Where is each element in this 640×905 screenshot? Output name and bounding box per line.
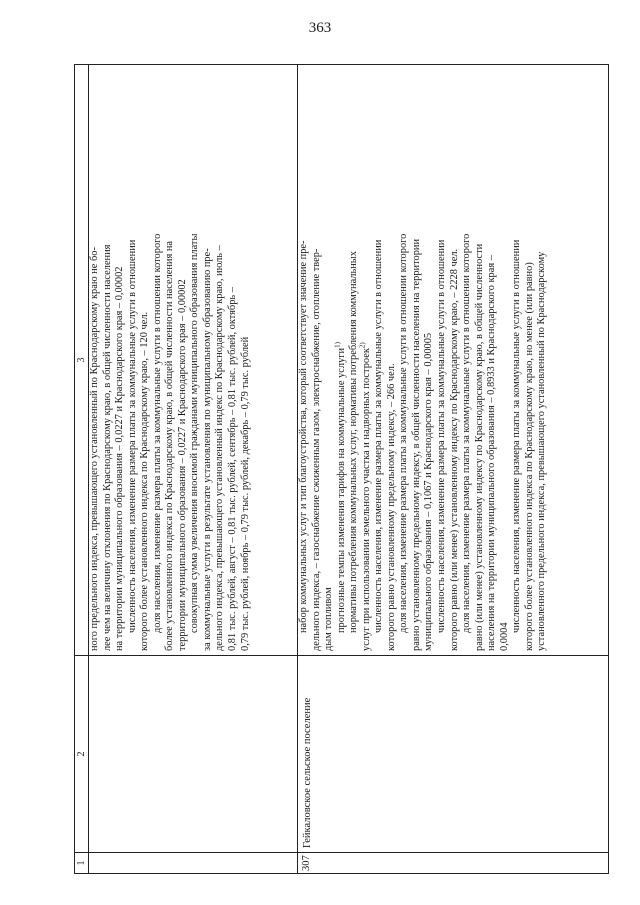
text-line: которого равно установленному предельному индексу, – 266 чел. (385, 363, 397, 651)
text-line: 0,0004 (498, 622, 510, 651)
header-col-2: 2 (75, 656, 89, 853)
text-line: доля населения, изменение размера платы за коммунальные услуги в отношении которого (461, 233, 473, 633)
text-line: населения на территории муниципального образования – 0,8933 и Краснодарского края – (486, 255, 498, 651)
footnote-mark: 2) (358, 342, 367, 349)
table-row (298, 65, 609, 874)
text-line: численность населения, изменение размера платы за коммунальные услуги в отношении (373, 239, 385, 633)
text-line: установленного предельного индекса, превышающего установленный по Краснодарскому (536, 251, 548, 651)
text-line: которого более установленного индекса по Краснодарскому краю, – 120 чел. (139, 311, 151, 651)
text-line: равно (или менее) установленному индексу по Краснодарскому краю, в общей численности (473, 243, 485, 651)
text-line: доля населения, изменение размера платы за коммунальные услуги в отношении которого (151, 233, 163, 633)
text-line (358, 69, 374, 651)
header-col-1: 1 (75, 853, 89, 874)
text-line: на территории муниципального образования – 0,0227 и Краснодарского края – 0,00002 (114, 266, 126, 651)
text-line: территории муниципального образования – 0,0227 и Краснодарского края – 0,00002 (176, 279, 188, 651)
settlement-name (89, 656, 298, 853)
footnote-mark: 1) (333, 342, 342, 348)
text-line: муниципального образования – 0,1067 и Краснодарского края – 0,00005 (423, 332, 435, 651)
text-line: дельного индекса, – газоснабжение сжиженным газом, электроснабжение, отопление твер- (310, 248, 322, 651)
text-line: за коммунальные услуги в результате установления по муниципальному образованию пре- (201, 248, 213, 651)
rotated-table-container (74, 68, 598, 874)
settlement-name: Гейкаловское сельское поселение (298, 656, 609, 853)
text-line: нормативы потребления коммунальных услуг, нормативы потребления коммунальных (348, 251, 360, 633)
text-line: ного предельного индекса, превышающего установленный по Краснодарскому краю не бо- (89, 247, 100, 651)
text-line-body: прогнозные темпы изменения тарифов на коммунальные услуги (335, 347, 347, 633)
text-line: численность населения, изменение размера платы за коммунальные услуги в отношении (511, 239, 523, 633)
row-content (298, 65, 609, 656)
text-line: численность населения, изменение размера платы за коммунальные услуги в отношении (126, 239, 138, 633)
page-number: 363 (308, 20, 332, 36)
text-line: численность населения, изменение размера платы за коммунальные услуги в отношении (436, 239, 448, 633)
text-line: равно установленному предельному индексу, в общей численности населения на территории (410, 238, 422, 651)
text-line: лее чем на величину отклонения по Краснодарскому краю, в общей численности населения (101, 244, 113, 651)
text-line: которого более установленного индекса по Краснодарскому краю, но менее (или равно) (523, 262, 535, 651)
text-line: которого равно (или менее) установленному индексу по Краснодарскому краю, – 2228 чел. (448, 248, 460, 651)
row-number: 307 (298, 853, 609, 874)
row-number (89, 853, 298, 874)
text-line: 0,79 тыс. рублей, ноябрь – 0,79 тыс. рублей, декабрь – 0,79 тыс. рублей (239, 336, 251, 651)
text-line: дым топливом (323, 587, 335, 651)
text-line: доля населения, изменение размера платы за коммунальные услуги в отношении которого (398, 233, 410, 633)
text-line: 0,81 тыс. рублей, август – 0,81 тыс. рублей, сентябрь – 0,81 тыс. рублей, октябрь – (227, 287, 239, 651)
row-content (89, 65, 298, 656)
header-col-3: 3 (75, 65, 89, 656)
tariff-index-table (74, 64, 609, 874)
text-line: набор коммунальных услуг и тип благоустройства, который соответствует значение пре- (298, 240, 309, 633)
table-row (89, 65, 298, 874)
text-line: дельного индекса, превышающего установленный индекс по Краснодарскому краю, июль – (214, 245, 226, 651)
text-line-body: услуг при использовании земельного участка и надворных построек (360, 348, 372, 651)
table-header-row (75, 65, 89, 874)
text-line: более установленного индекса по Краснодарскому краю, в общей численности населения на (164, 240, 176, 651)
text-line: совокупная сумма увеличения вносимой гражданами муниципального образования платы (189, 233, 201, 633)
text-line (333, 69, 349, 651)
